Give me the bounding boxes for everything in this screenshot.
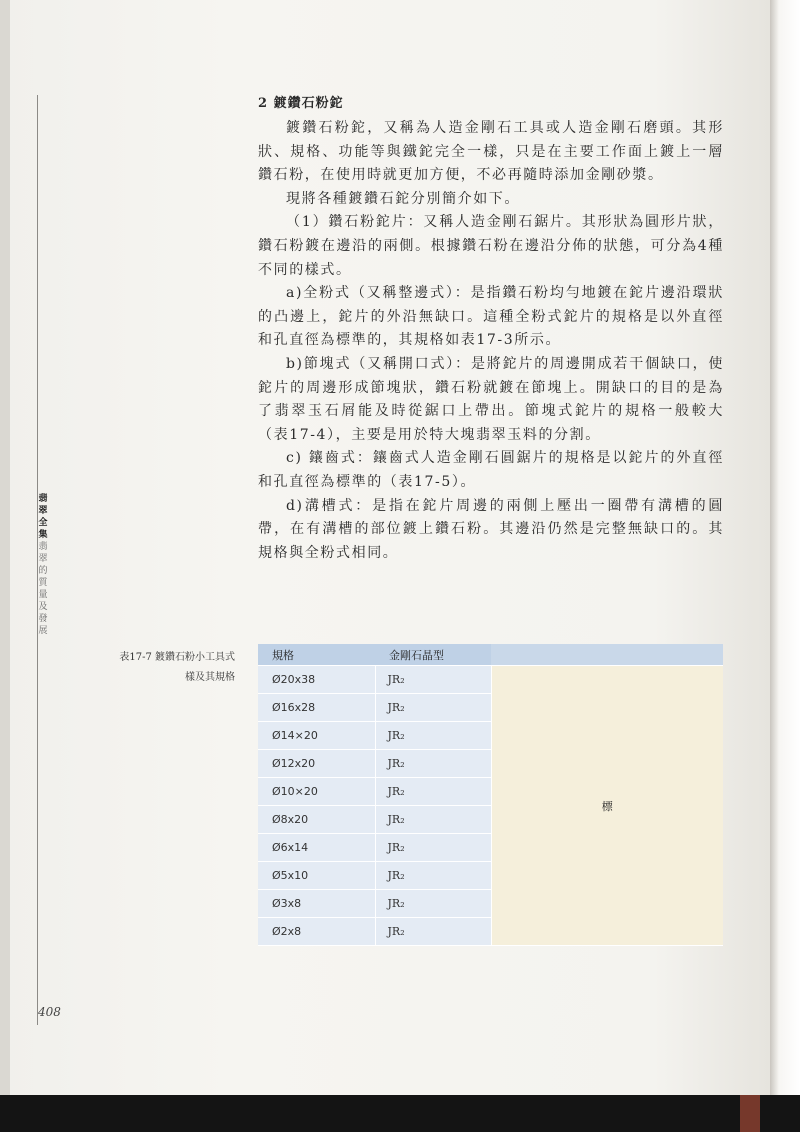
cell-grade: JR₂ [375, 694, 491, 722]
running-title-char: 翠 [38, 506, 48, 516]
cell-grade: JR₂ [375, 862, 491, 890]
cell-grade: JR₂ [375, 806, 491, 834]
running-subtitle-char: 量 [38, 590, 48, 600]
page-gutter [0, 0, 10, 1095]
paragraph: （1）鑽石粉鉈片：又稱人造金剛石鋸片。其形狀為圓形片狀，鑽石粉鍍在邊沿的兩側。根據鑽石粉在邊沿分佈的狀態，可分為4種不同的樣式。 [258, 214, 724, 278]
running-subtitle-char: 質 [38, 578, 48, 588]
running-subtitle-char: 發 [38, 614, 48, 624]
cell-size: Ø20x38 [258, 666, 375, 694]
cell-grade: JR₂ [375, 778, 491, 806]
paragraph: c) 鑲齒式：鑲齒式人造金剛石圓鋸片的規格是以鉈片的外直徑和孔直徑為標準的（表17-5）。 [258, 450, 724, 490]
facing-page-edge [770, 0, 800, 1095]
cell-standard: 標 [491, 666, 723, 946]
cell-size: Ø8x20 [258, 806, 375, 834]
cell-grade: JR₂ [375, 890, 491, 918]
table-header-row [258, 644, 723, 666]
header-crystal-type: 金剛石晶型 [375, 644, 491, 666]
cell-grade: JR₂ [375, 918, 491, 946]
running-title-char: 全 [38, 518, 48, 528]
running-title-char: 翡 [38, 494, 48, 504]
paragraph: b)節塊式（又稱開口式）：是將鉈片的周邊開成若干個缺口，使鉈片的周邊形成節塊狀，鑽石粉就鍍在節塊上。開缺口的目的是為了翡翠玉石屑能及時從鋸口上帶出。節塊式鉈片的規格一般較大（表17-4），主要是用於特大塊翡翠玉料的分割。 [258, 355, 724, 443]
running-subtitle-char: 翠 [38, 554, 48, 564]
paragraph: a)全粉式（又稱整邊式）：是指鑽石粉均勻地鍍在鉈片邊沿環狀的凸邊上，鉈片的外沿無缺口。這種全粉式鉈片的規格是以外直徑和孔直徑為標準的，其規格如表17-3所示。 [258, 285, 724, 349]
running-subtitle-char: 的 [38, 566, 48, 576]
cell-size: Ø6x14 [258, 834, 375, 862]
cell-grade: JR₂ [375, 750, 491, 778]
cell-size: Ø2x8 [258, 918, 375, 946]
cell-size: Ø3x8 [258, 890, 375, 918]
table-caption-line: 表17-7 鍍鑽石粉小工具式 [119, 652, 235, 663]
scan-bottom-band [0, 1095, 800, 1132]
cell-size: Ø10×20 [258, 778, 375, 806]
scan-stripe [740, 1095, 760, 1132]
running-title [38, 493, 48, 637]
paragraph: d)溝槽式：是指在鉈片周邊的兩側上壓出一圈帶有溝槽的圓帶，在有溝槽的部位鍍上鑽石粉。其邊沿仍然是完整無缺口的。其規格與全粉式相同。 [258, 497, 724, 561]
table-row [258, 666, 723, 694]
paragraph: 現將各種鍍鑽石鉈分別簡介如下。 [286, 190, 520, 207]
spec-table [258, 644, 723, 946]
body-text [258, 117, 724, 565]
running-title-char: 集 [38, 530, 48, 540]
running-subtitle-char: 展 [38, 626, 48, 636]
cell-size: Ø16x28 [258, 694, 375, 722]
cell-size: Ø5x10 [258, 862, 375, 890]
cell-grade: JR₂ [375, 834, 491, 862]
running-subtitle-char: 及 [38, 602, 48, 612]
running-subtitle-char: 翡 [38, 542, 48, 552]
header-blank [491, 644, 723, 666]
table-caption-line: 樣及其規格 [185, 672, 235, 683]
section-heading: 2 鍍鑽石粉鉈 [258, 96, 344, 111]
paragraph: 鍍鑽石粉鉈，又稱為人造金剛石工具或人造金剛石磨頭。其形狀、規格、功能等與鐵鉈完全一樣，只是在主要工作面上鍍上一層鑽石粉，在使用時就更加方便，不必再隨時添加金剛砂漿。 [258, 120, 724, 184]
cell-grade: JR₂ [375, 666, 491, 694]
cell-size: Ø14×20 [258, 722, 375, 750]
header-size: 規格 [258, 644, 375, 666]
cell-size: Ø12x20 [258, 750, 375, 778]
cell-grade: JR₂ [375, 722, 491, 750]
page-number: 408 [38, 1005, 61, 1019]
table-caption [95, 648, 235, 688]
